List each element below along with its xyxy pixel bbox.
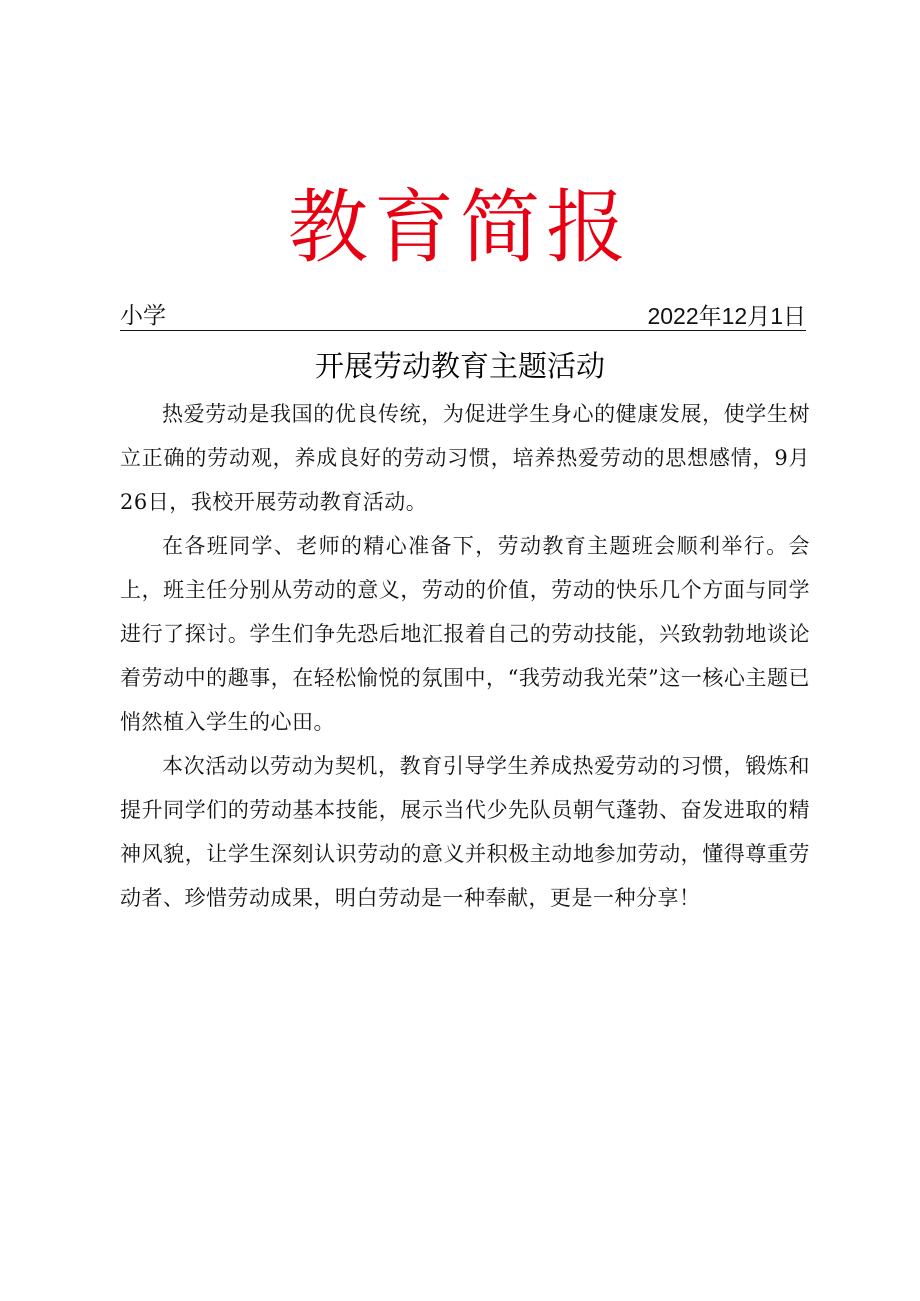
- article-paragraph-3: 本次活动以劳动为契机，教育引导学生养成热爱劳动的习惯，锻炼和提升同学们的劳动基本技能，展示当代少先队员朝气蓬勃、奋发进取的精神风貌，让学生深刻认识劳动的意义并积极主动地参加劳动，懂得尊重劳动者、珍惜劳动成果，明白劳动是一种奉献，更是一种分享！: [120, 754, 810, 910]
- article-body: [120, 392, 810, 920]
- header-rule: [120, 300, 806, 331]
- article-paragraph-2: 在各班同学、老师的精心准备下，劳动教育主题班会顺利举行。会上，班主任分别从劳动的意义，劳动的价值，劳动的快乐几个方面与同学进行了探讨。学生们争先恐后地汇报着自己的劳动技能，兴致勃勃地谈论着劳动中的趣事，在轻松愉悦的氛围中，“我劳动我光荣”这一核心主题已悄然植入学生的心田。: [120, 534, 810, 734]
- article-headline: 开展劳动教育主题活动: [314, 349, 605, 383]
- school-name: 小学: [120, 303, 166, 329]
- article-paragraph-1: 热爱劳动是我国的优良传统，为促进学生身心的健康发展，使学生树立正确的劳动观，养成良好的劳动习惯，培养热爱劳动的思想感情，9月26日，我校开展劳动教育活动。: [120, 402, 810, 514]
- newsletter-masthead-title: 教育简报: [288, 181, 632, 274]
- issue-date: 2022年12月1日: [647, 303, 806, 329]
